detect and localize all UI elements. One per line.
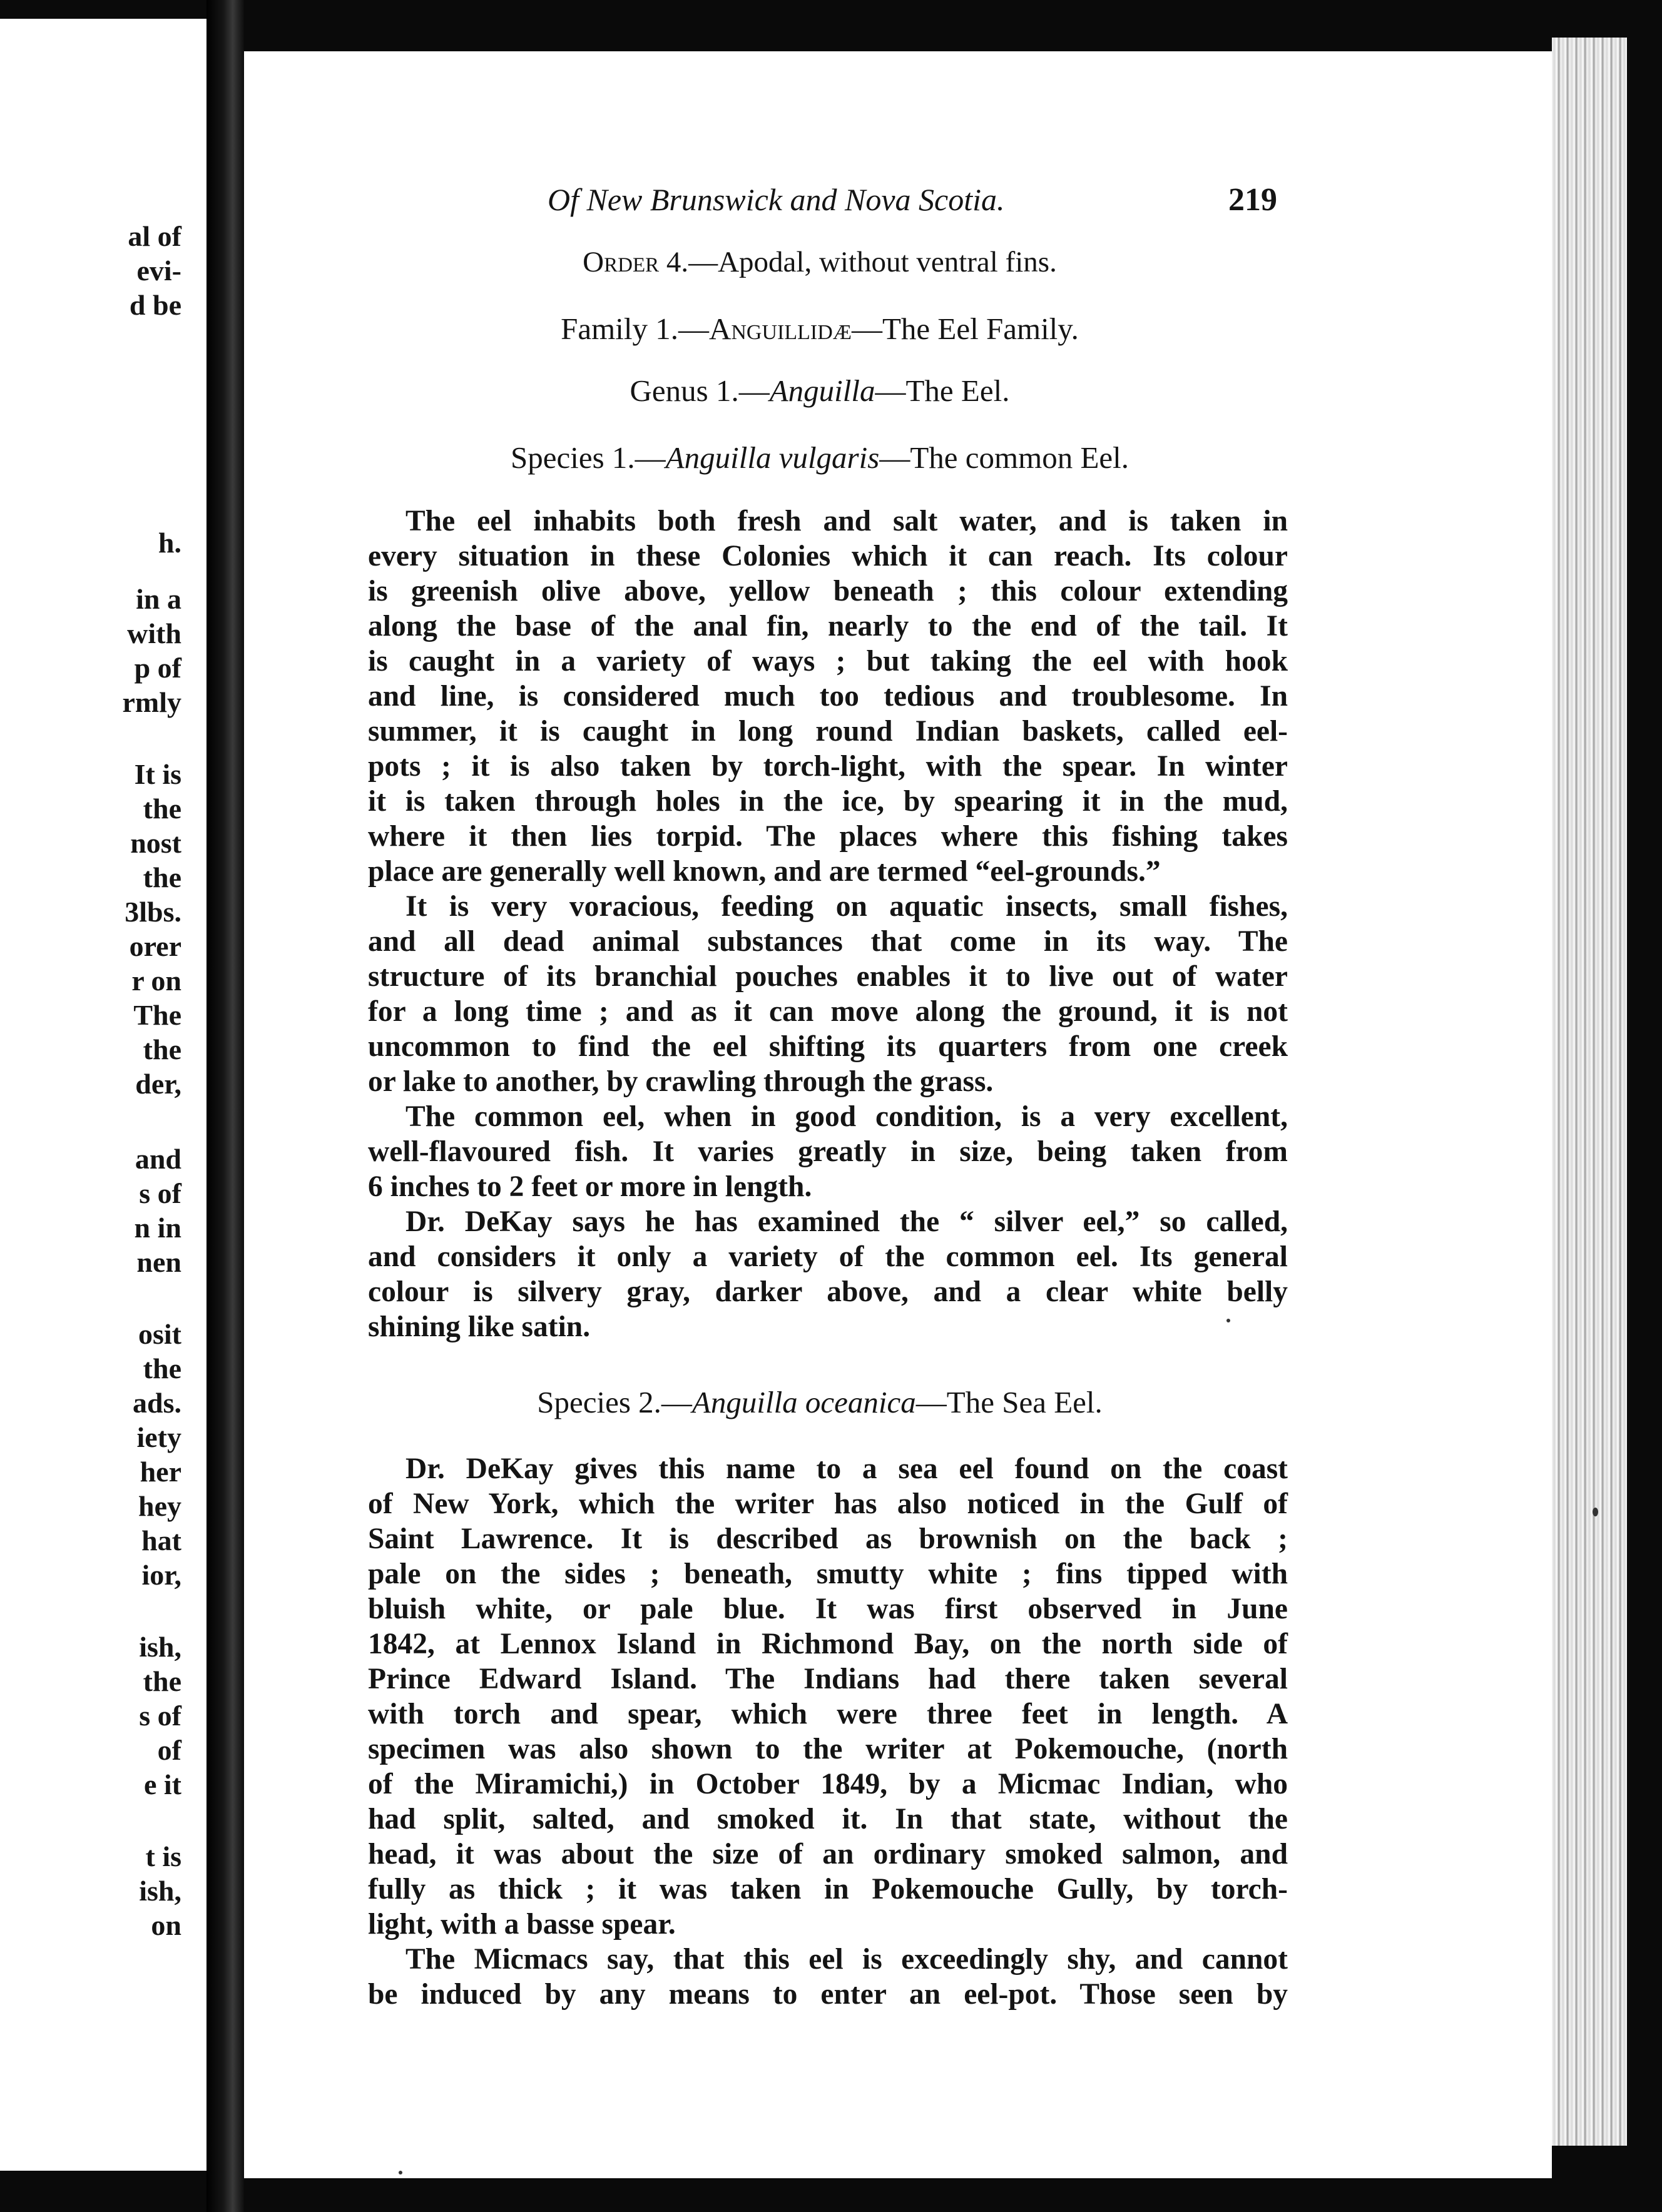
text-line: head, it was about the size of an ordinary smoked salmon, and: [368, 1838, 1288, 1870]
facing-page-fragment: the: [143, 1033, 181, 1065]
family-name: Anguillidæ: [708, 312, 852, 346]
genus-name: Anguilla: [769, 373, 875, 408]
facing-page-fragment: 3lbs.: [125, 896, 181, 928]
text-line: with torch and spear, which were three feet in length. A: [368, 1698, 1288, 1730]
facing-page-fragment: r on: [131, 965, 181, 997]
text-line: Prince Edward Island. The Indians had there taken several: [368, 1663, 1288, 1695]
text-line: bluish white, or pale blue. It was first observed in June: [368, 1593, 1288, 1625]
facing-page-fragment: orer: [129, 930, 181, 962]
facing-page-fragment: rmly: [122, 686, 181, 718]
book-gutter: [206, 0, 244, 2212]
text-line: along the base of the anal fin, nearly to the end of the tail. It: [368, 610, 1288, 642]
text-line: colour is silvery gray, darker above, and a clear white belly: [368, 1276, 1288, 1308]
text-line: The common eel, when in good condition, is a very excellent,: [405, 1100, 1288, 1133]
text-line: and all dead animal substances that come in its way. The: [368, 925, 1288, 958]
facing-page-fragment: nen: [136, 1246, 181, 1278]
species-2-name: Anguilla oceanica: [691, 1385, 916, 1419]
facing-page-fragment: It is: [134, 758, 181, 790]
facing-page-fragment: t is: [145, 1840, 181, 1872]
species-1-name: Anguilla vulgaris: [665, 440, 880, 475]
text-line: structure of its branchial pouches enables it to live out of water: [368, 960, 1288, 993]
facing-page-fragment: the: [143, 1665, 181, 1697]
species-1-suffix: —The common Eel.: [879, 440, 1129, 475]
text-line: pale on the sides ; beneath, smutty white ; fins tipped with: [368, 1558, 1288, 1590]
print-speck: [1226, 1319, 1230, 1322]
facing-page-fragment: hey: [138, 1490, 181, 1522]
facing-page-fragment: hat: [141, 1525, 181, 1556]
text-line: summer, it is caught in long round Indian baskets, called eel-: [368, 715, 1288, 748]
text-line: It is very voracious, feeding on aquatic insects, small fishes,: [405, 890, 1288, 923]
print-speck: [399, 2171, 402, 2174]
order-label: Order: [583, 246, 660, 278]
text-line: 1842, at Lennox Island in Richmond Bay, on the north side of: [368, 1628, 1288, 1660]
species-2-prefix: Species 2.—: [537, 1385, 692, 1419]
text-line: of New York, which the writer has also noticed in the Gulf of: [368, 1488, 1288, 1520]
text-line: The Micmacs say, that this eel is exceedingly shy, and cannot: [405, 1943, 1288, 1976]
facing-page-fragment: s of: [139, 1177, 181, 1209]
page-edges: [1552, 38, 1627, 2146]
species-2-suffix: —The Sea Eel.: [915, 1385, 1103, 1419]
facing-page-fragment: ish,: [139, 1875, 181, 1907]
family-prefix: Family 1.—: [561, 312, 709, 346]
order-heading: [350, 245, 1289, 279]
text-line: Dr. DeKay gives this name to a sea eel found on the coast: [405, 1453, 1288, 1485]
genus-prefix: Genus 1.—: [630, 373, 770, 408]
facing-page-fragment: of: [157, 1734, 181, 1766]
text-line: The eel inhabits both fresh and salt water, and is taken in: [405, 505, 1288, 537]
order-text: 4.—Apodal, without ventral fins.: [659, 246, 1057, 278]
text-line: well-flavoured fish. It varies greatly in size, being taken from: [368, 1135, 1288, 1168]
text-line: of the Miramichi,) in October 1849, by a Micmac Indian, who: [368, 1768, 1288, 1800]
facing-page-fragment: evi-: [136, 255, 181, 287]
facing-page-fragment: and: [135, 1143, 181, 1175]
facing-page-fragment: the: [143, 793, 181, 824]
facing-page-fragment: her: [140, 1456, 181, 1488]
text-line: 6 inches to 2 feet or more in length.: [368, 1170, 812, 1203]
facing-page-fragment: The: [133, 999, 181, 1031]
running-head: Of New Brunswick and Nova Scotia.: [548, 182, 1005, 217]
facing-page-fragment: the: [143, 861, 181, 893]
text-line: fully as thick ; it was taken in Pokemouche Gully, by torch-: [368, 1873, 1288, 1905]
facing-page-fragment: p of: [134, 652, 181, 684]
species-1-heading: [350, 440, 1289, 475]
facing-page-fragment: nost: [130, 827, 181, 859]
text-line: it is taken through holes in the ice, by spearing it in the mud,: [368, 785, 1288, 818]
facing-page-fragment: ior,: [141, 1559, 181, 1591]
text-line: Saint Lawrence. It is described as brownish on the back ;: [368, 1523, 1288, 1555]
print-speck: [1593, 1508, 1598, 1516]
species-1-text: [368, 504, 1288, 1344]
facing-page-fragment: osit: [138, 1318, 181, 1350]
text-line: is caught in a variety of ways ; but taking the eel with hook: [368, 645, 1288, 677]
text-line: for a long time ; and as it can move along the ground, it is not: [368, 995, 1288, 1028]
facing-page-fragment: s of: [139, 1700, 181, 1732]
facing-page-fragment: on: [151, 1909, 181, 1941]
species-2-heading: [350, 1384, 1289, 1420]
family-heading: [350, 311, 1289, 347]
text-line: specimen was also shown to the writer at Pokemouche, (north: [368, 1733, 1288, 1765]
text-line: and line, is considered much too tedious and troublesome. In: [368, 680, 1288, 713]
facing-page-fragment: al of: [128, 220, 181, 252]
text-line: and considers it only a variety of the common eel. Its general: [368, 1240, 1288, 1273]
facing-page-fragment: with: [127, 617, 181, 649]
text-line: Dr. DeKay says he has examined the “ silver eel,” so called,: [405, 1205, 1288, 1238]
text-line: where it then lies torpid. The places where this fishing takes: [368, 820, 1288, 853]
facing-page-fragment: ads.: [133, 1387, 181, 1419]
facing-page-fragment: d be: [129, 289, 181, 321]
facing-page-fragment: the: [143, 1352, 181, 1384]
genus-heading: [350, 373, 1289, 408]
facing-page-fragment: iety: [136, 1421, 181, 1453]
facing-page-fragment: der,: [135, 1068, 181, 1100]
page-number: 219: [1228, 182, 1277, 218]
facing-page-fragment: e it: [143, 1768, 181, 1800]
text-line: light, with a basse spear.: [368, 1908, 676, 1941]
text-line: had split, salted, and smoked it. In that state, without the: [368, 1803, 1288, 1835]
genus-suffix: —The Eel.: [875, 373, 1010, 408]
text-line: shining like satin.: [368, 1311, 591, 1343]
page-edge-shadow: [1627, 25, 1662, 2177]
facing-page-fragment: n in: [134, 1212, 181, 1244]
species-2-text: [368, 1451, 1288, 2012]
species-1-prefix: Species 1.—: [510, 440, 666, 475]
text-line: is greenish olive above, yellow beneath ; this colour extending: [368, 575, 1288, 607]
text-line: every situation in these Colonies which it can reach. Its colour: [368, 540, 1288, 572]
family-suffix: —The Eel Family.: [851, 312, 1079, 346]
facing-page-fragment: h.: [158, 527, 181, 559]
facing-page-fragment: ish,: [139, 1631, 181, 1663]
text-line: uncommon to find the eel shifting its quarters from one creek: [368, 1030, 1288, 1063]
facing-page-strip: [0, 19, 206, 2171]
text-line: pots ; it is also taken by torch-light, with the spear. In winter: [368, 750, 1288, 783]
text-line: be induced by any means to enter an eel-pot. Those seen by: [368, 1978, 1288, 2011]
text-line: or lake to another, by crawling through the grass.: [368, 1065, 994, 1098]
text-line: place are generally well known, and are termed “eel-grounds.”: [368, 855, 1161, 888]
facing-page-fragment: in a: [136, 583, 181, 615]
